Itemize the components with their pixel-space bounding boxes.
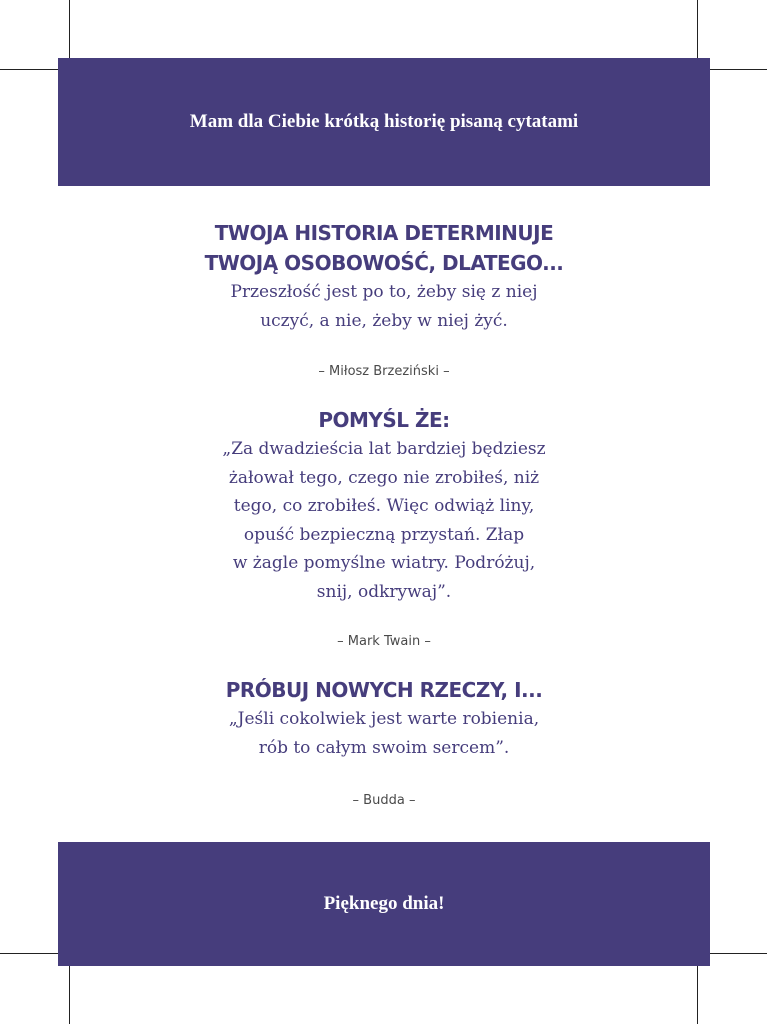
quote-line: „Jeśli cokolwiek jest warte robienia, (228, 709, 540, 729)
quote-author: – Miłosz Brzeziński – (318, 364, 450, 379)
quote-section-2 (58, 405, 710, 606)
crop-mark-left-top (0, 69, 58, 70)
quote-line: snij, odkrywaj”. (316, 581, 452, 602)
quote-section-3 (58, 675, 710, 762)
header-text: Mam dla Ciebie krótką historię pisaną cytatami (189, 111, 579, 132)
crop-mark-top-left (69, 0, 70, 58)
section-heading (58, 405, 710, 435)
quote-text (58, 435, 710, 606)
heading-line: TWOJA HISTORIA DETERMINUJE (214, 221, 554, 245)
heading-line: POMYŚL ŻE: (318, 408, 450, 432)
quote-line: opuść bezpieczną przystań. Złap (243, 524, 525, 545)
crop-mark-right-bottom (710, 953, 767, 954)
heading-line: TWOJĄ OSOBOWOŚĆ, DLATEGO... (204, 251, 564, 275)
quote-line: rób to całym swoim sercem”. (258, 737, 510, 758)
quote-line: „Za dwadzieścia lat bardziej będziesz (222, 439, 546, 459)
crop-mark-bottom-right (697, 966, 698, 1024)
quote-author: – Mark Twain – (337, 634, 431, 649)
crop-mark-top-right (697, 0, 698, 58)
footer-band (58, 842, 710, 966)
header-band (58, 58, 710, 186)
heading-line: PRÓBUJ NOWYCH RZECZY, I... (225, 678, 543, 702)
crop-mark-left-bottom (0, 953, 58, 954)
quote-line: uczyć, a nie, żeby w niej żyć. (260, 310, 508, 331)
quote-author: – Budda – (352, 793, 416, 808)
section-heading (58, 675, 710, 705)
quote-text (58, 278, 710, 335)
quote-line: tego, co zrobiłeś. Więc odwiąż liny, (233, 496, 535, 516)
quote-line: Przeszłość jest po to, żeby się z niej (230, 282, 538, 302)
footer-text: Pięknego dnia! (323, 893, 445, 914)
quote-line: żałował tego, czego nie zrobiłeś, niż (228, 467, 540, 488)
quote-author-2-wrap (58, 634, 710, 649)
crop-mark-bottom-left (69, 966, 70, 1024)
quote-line: w żagle pomyślne wiatry. Podróżuj, (232, 553, 536, 573)
quote-author-1-wrap (58, 364, 710, 379)
quote-author-3-wrap (58, 793, 710, 808)
quote-text (58, 705, 710, 762)
crop-mark-right-top (710, 69, 767, 70)
section-heading (58, 218, 710, 278)
quote-section-1 (58, 218, 710, 335)
